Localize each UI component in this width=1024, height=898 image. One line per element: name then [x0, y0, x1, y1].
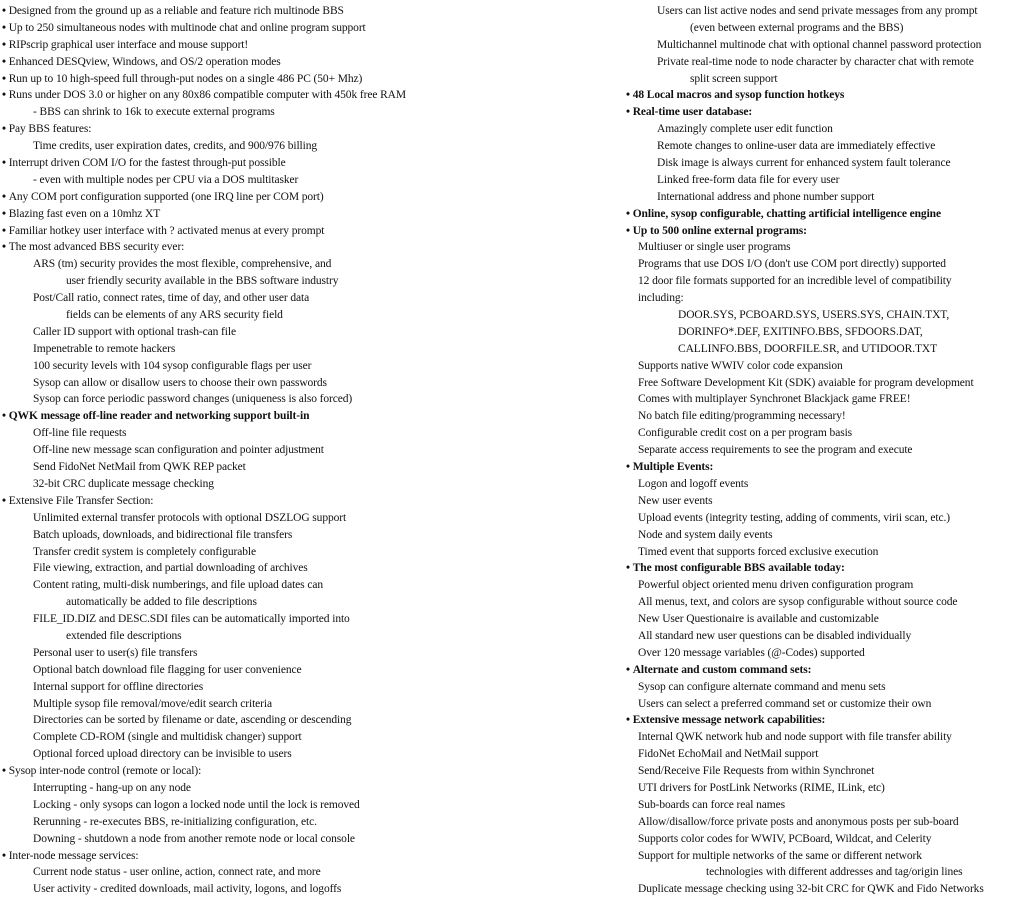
feature-detail: Upload events (integrity testing, adding of comments, virii scan, etc.)	[638, 511, 950, 524]
feature-heading: • Online, sysop configurable, chatting artificial intelligence engine	[626, 206, 1022, 223]
feature-detail: Free Software Development Kit (SDK) avaiable for program development	[638, 376, 974, 389]
feature-detail: technologies with different addresses and tag/origin lines	[706, 866, 963, 879]
feature-detail: fields can be elements of any ARS security field	[66, 309, 283, 322]
feature-heading: • Extensive message network capabilities:	[626, 712, 1022, 729]
feature-detail: Off-line file requests	[33, 427, 127, 440]
feature-detail: Sysop can configure alternate command and menu sets	[638, 680, 886, 693]
feature-detail: Supports color codes for WWIV, PCBoard, Wildcat, and Celerity	[638, 832, 932, 845]
feature-detail: DORINFO*.DEF, EXITINFO.BBS, SFDOORS.DAT,	[678, 325, 923, 338]
feature-detail: Programs that use DOS I/O (don't use COM port directly) supported	[638, 258, 946, 271]
feature-heading: • Interrupt driven COM I/O for the fastest through-put possible	[2, 155, 508, 172]
feature-heading: • Sysop inter-node control (remote or local):	[2, 763, 508, 780]
feature-detail: - even with multiple nodes per CPU via a DOS multitasker	[33, 173, 299, 186]
feature-detail: Optional batch download file flagging for user convenience	[33, 663, 302, 676]
feature-heading: • Up to 500 online external programs:	[626, 223, 1022, 240]
feature-detail: 32-bit CRC duplicate message checking	[33, 477, 214, 490]
feature-heading: • QWK message off-line reader and networking support built-in	[2, 408, 508, 425]
feature-detail: Configurable credit cost on a per program basis	[638, 427, 853, 440]
feature-detail: Batch uploads, downloads, and bidirectional file transfers	[33, 528, 293, 541]
feature-detail: Private real-time node to node character by character chat with remote	[657, 55, 974, 68]
feature-heading: • The most advanced BBS security ever:	[2, 239, 508, 256]
feature-detail: ARS (tm) security provides the most flexible, comprehensive, and	[33, 258, 332, 271]
feature-heading: • Run up to 10 high-speed full through-put nodes on a single 486 PC (50+ Mhz)	[2, 71, 508, 88]
feature-detail: Current node status - user online, action, connect rate, and more	[33, 866, 321, 879]
feature-detail: Time credits, user expiration dates, credits, and 900/976 billing	[33, 140, 318, 153]
feature-detail: Amazingly complete user edit function	[657, 123, 833, 136]
feature-heading: • Blazing fast even on a 10mhz XT	[2, 206, 508, 223]
feature-detail: All menus, text, and colors are sysop configurable without source code	[638, 596, 958, 609]
feature-detail: Logon and logoff events	[638, 477, 749, 490]
feature-detail: Unlimited external transfer protocols with optional DSZLOG support	[33, 511, 347, 524]
feature-detail: Send/Receive File Requests from within Synchronet	[638, 765, 875, 778]
feature-detail: Sysop can force periodic password changes (uniqueness is also forced)	[33, 393, 353, 406]
feature-detail: including:	[638, 292, 684, 305]
feature-heading: • The most configurable BBS available today:	[626, 560, 1022, 577]
feature-heading: • Familiar hotkey user interface with ? activated menus at every prompt	[2, 223, 508, 240]
feature-detail: Internal support for offline directories	[33, 680, 204, 693]
feature-detail: Users can list active nodes and send private messages from any prompt	[657, 5, 978, 17]
feature-detail: Timed event that supports forced exclusive execution	[638, 545, 879, 558]
feature-heading: • Real-time user database:	[626, 104, 1022, 121]
feature-heading: • Up to 250 simultaneous nodes with multinode chat and online program support	[2, 20, 508, 37]
feature-heading: • Multiple Events:	[626, 459, 1022, 476]
feature-detail: User activity - credited downloads, mail activity, logons, and logoffs	[33, 883, 342, 896]
feature-detail: Locking - only sysops can logon a locked node until the lock is removed	[33, 798, 360, 811]
feature-detail: Downing - shutdown a node from another remote node or local console	[33, 832, 355, 845]
feature-heading: • 48 Local macros and sysop function hotkeys	[626, 87, 1022, 104]
feature-detail: Multiuser or single user programs	[638, 241, 791, 254]
feature-detail: Users can select a preferred command set or customize their own	[638, 697, 932, 710]
feature-heading: • Pay BBS features:	[2, 121, 508, 138]
feature-detail: Powerful object oriented menu driven configuration program	[638, 579, 914, 592]
feature-detail: Optional forced upload directory can be invisible to users	[33, 748, 292, 761]
feature-detail: 12 door file formats supported for an incredible level of compatibility	[638, 275, 952, 288]
feature-detail: Supports native WWIV color code expansion	[638, 359, 843, 372]
feature-detail: Caller ID support with optional trash-can file	[33, 325, 236, 338]
feature-detail: 100 security levels with 104 sysop configurable flags per user	[33, 359, 312, 372]
feature-detail: UTI drivers for PostLink Networks (RIME, ILink, etc)	[638, 781, 885, 794]
feature-detail: Linked free-form data file for every user	[657, 173, 840, 186]
right-column	[626, 3, 1022, 898]
feature-detail: Internal QWK network hub and node support with file transfer ability	[638, 731, 952, 744]
feature-detail: split screen support	[690, 72, 778, 85]
feature-detail: extended file descriptions	[66, 629, 182, 642]
feature-detail: No batch file editing/programming necessary!	[638, 410, 846, 423]
feature-detail: Interrupting - hang-up on any node	[33, 781, 191, 794]
feature-detail: Multiple sysop file removal/move/edit search criteria	[33, 697, 272, 710]
feature-detail: Personal user to user(s) file transfers	[33, 646, 198, 659]
feature-detail: Sysop can allow or disallow users to choose their own passwords	[33, 376, 327, 389]
feature-detail: Impenetrable to remote hackers	[33, 342, 176, 355]
feature-detail: Sub-boards can force real names	[638, 798, 785, 811]
feature-detail: International address and phone number support	[657, 190, 875, 203]
feature-detail: FidoNet EchoMail and NetMail support	[638, 748, 819, 761]
feature-heading: • Inter-node message services:	[2, 848, 508, 865]
feature-detail: Off-line new message scan configuration and pointer adjustment	[33, 444, 324, 457]
feature-heading: • Extensive File Transfer Section:	[2, 493, 508, 510]
feature-heading: • Runs under DOS 3.0 or higher on any 80x86 compatible computer with 450k free RAM	[2, 87, 508, 104]
feature-detail: Duplicate message checking using 32-bit CRC for QWK and Fido Networks	[638, 883, 984, 896]
feature-heading: • Alternate and custom command sets:	[626, 662, 1022, 679]
feature-detail: All standard new user questions can be disabled individually	[638, 629, 912, 642]
feature-detail: Transfer credit system is completely configurable	[33, 545, 257, 558]
feature-detail: Comes with multiplayer Synchronet Blackjack game FREE!	[638, 393, 911, 406]
feature-detail: (even between external programs and the BBS)	[690, 21, 904, 34]
feature-detail: - BBS can shrink to 16k to execute external programs	[33, 106, 275, 119]
feature-detail: Directories can be sorted by filename or date, ascending or descending	[33, 714, 352, 727]
feature-detail: New User Questionaire is available and customizable	[638, 613, 879, 626]
feature-detail: automatically be added to file descriptions	[66, 596, 257, 609]
feature-detail: Remote changes to online-user data are immediately effective	[657, 140, 936, 153]
feature-detail: Separate access requirements to see the program and execute	[638, 444, 913, 457]
feature-detail: Node and system daily events	[638, 528, 773, 541]
feature-detail: Content rating, multi-disk numberings, and file upload dates can	[33, 579, 323, 592]
feature-detail: user friendly security available in the BBS software industry	[66, 275, 339, 288]
feature-detail: DOOR.SYS, PCBOARD.SYS, USERS.SYS, CHAIN.TXT,	[678, 309, 950, 322]
feature-detail: New user events	[638, 494, 713, 507]
feature-detail: Disk image is always current for enhanced system fault tolerance	[657, 157, 951, 170]
feature-detail: File viewing, extraction, and partial downloading of archives	[33, 562, 308, 575]
feature-detail: Multichannel multinode chat with optional channel password protection	[657, 38, 982, 51]
feature-detail: Over 120 message variables (@-Codes) supported	[638, 646, 865, 659]
feature-heading: • Designed from the ground up as a reliable and feature rich multinode BBS	[2, 3, 508, 20]
feature-heading: • Any COM port configuration supported (one IRQ line per COM port)	[2, 189, 508, 206]
feature-detail: Rerunning - re-executes BBS, re-initializing configuration, etc.	[33, 815, 317, 828]
left-column	[2, 3, 508, 898]
feature-detail: Support for multiple networks of the same or different network	[638, 849, 922, 862]
feature-detail: Send FidoNet NetMail from QWK REP packet	[33, 461, 246, 474]
feature-heading: • RIPscrip graphical user interface and mouse support!	[2, 37, 508, 54]
feature-detail: Post/Call ratio, connect rates, time of day, and other user data	[33, 292, 310, 305]
feature-heading: • Enhanced DESQview, Windows, and OS/2 operation modes	[2, 54, 508, 71]
feature-detail: Allow/disallow/force private posts and anonymous posts per sub-board	[638, 815, 959, 828]
feature-detail: Complete CD-ROM (single and multidisk changer) support	[33, 731, 302, 744]
feature-detail: FILE_ID.DIZ and DESC.SDI files can be automatically imported into	[33, 613, 350, 626]
feature-detail: CALLINFO.BBS, DOORFILE.SR, and UTIDOOR.TXT	[678, 342, 938, 355]
